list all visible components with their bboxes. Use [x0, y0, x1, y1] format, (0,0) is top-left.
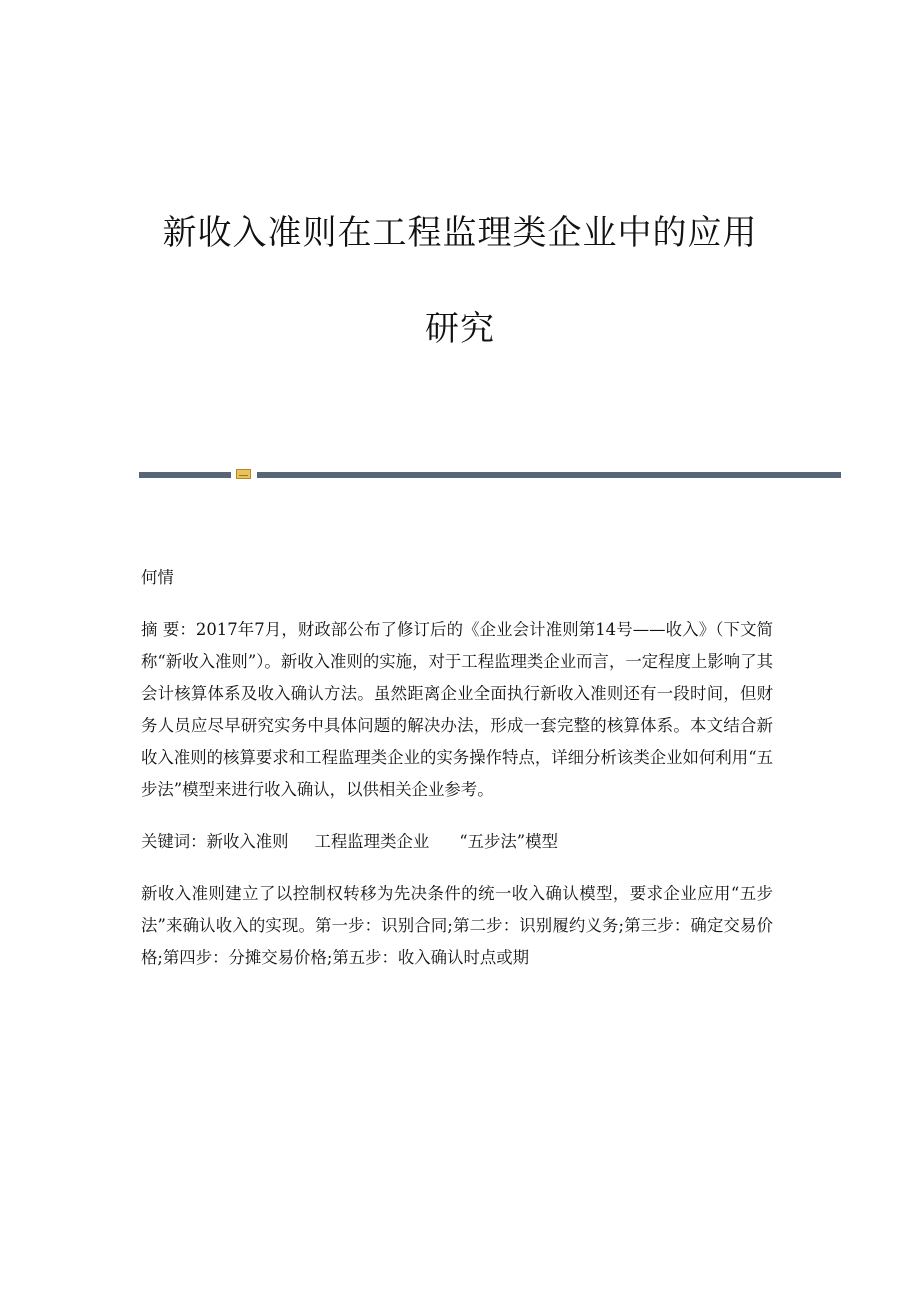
paper-title — [100, 210, 820, 352]
keyword-2: 工程监理类企业 — [314, 832, 430, 851]
body-paragraph-1: 新收入准则建立了以控制权转移为先决条件的统一收入确认模型，要求企业应用“五步法”来确认收入的实现。第一步：识别合同;第二步：识别履约义务;第三步：确定交易价格;第四步：分摊交易价格;第五步：收入确认时点或期 — [141, 884, 773, 967]
title-line-1: 新收入准则在工程监理类企业中的应用 — [162, 213, 758, 253]
keywords-label: 关键词： — [141, 832, 207, 851]
paper-content — [141, 562, 773, 994]
author-name: 何情 — [141, 568, 174, 587]
abstract — [141, 614, 773, 806]
abstract-text: 2017年7月，财政部公布了修订后的《企业会计准则第14号——收入》（下文简称“新收入准则”）。新收入准则的实施，对于工程监理类企业而言，一定程度上影响了其会计核算体系及收入确认方法。虽然距离企业全面执行新收入准则还有一段时间，但财务人员应尽早研究实务中具体问题的解决办法，形成一套完整的核算体系。本文结合新收入准则的核算要求和工程监理类企业的实务操作特点，详细分析该类企业如何利用“五步法”模型来进行收入确认，以供相关企业参考。 — [141, 620, 773, 799]
title-line-2: 研究 — [425, 309, 495, 349]
envelope-icon — [236, 469, 251, 479]
divider-bar-right — [257, 472, 841, 478]
divider-bar-left — [139, 472, 231, 478]
keyword-1: 新收入准则 — [206, 832, 289, 851]
title-divider — [139, 470, 841, 478]
keyword-3: “五步法”模型 — [459, 832, 558, 851]
abstract-label: 摘 要： — [141, 620, 196, 639]
keywords — [141, 826, 773, 858]
